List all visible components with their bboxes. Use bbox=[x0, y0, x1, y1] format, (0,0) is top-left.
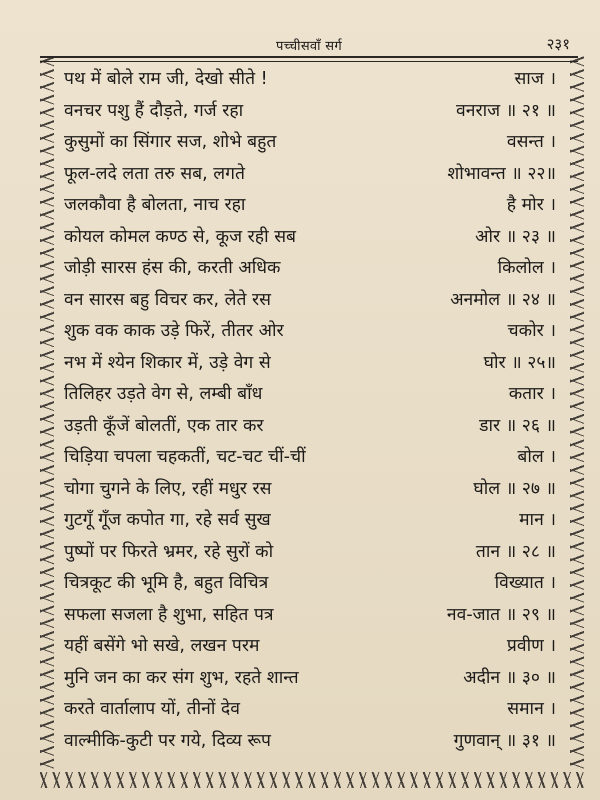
verse-line-ending: प्रवीण । bbox=[506, 636, 556, 656]
verse-line bbox=[64, 694, 556, 726]
verse-line-ending: अनमोल ॥ २४ ॥ bbox=[450, 289, 556, 310]
verse-line bbox=[64, 474, 556, 506]
verse-line-ending: घोल ॥ २७ ॥ bbox=[473, 478, 556, 499]
verse-line bbox=[64, 568, 556, 600]
verse-line-text: कोयल कोमल कण्ठ से, कूज रही सब bbox=[64, 226, 297, 247]
verse-line bbox=[64, 190, 556, 222]
verse-line bbox=[64, 537, 556, 569]
verse-line-ending: गुणवान् ॥ ३१ ॥ bbox=[453, 730, 556, 751]
verse-line-text: करते वार्तालाप यों, तीनों देव bbox=[64, 699, 240, 719]
verse-line-text: पुष्पों पर फिरते भ्रमर, रहे सुरों को bbox=[64, 541, 274, 562]
verse-line-ending: वसन्त । bbox=[506, 132, 556, 152]
verse-line-text: उड़ती कूँजें बोलतीं, एक तार कर bbox=[64, 415, 264, 436]
verse-line-ending: नव-जात ॥ २९ ॥ bbox=[446, 604, 556, 625]
verse-line bbox=[64, 631, 556, 663]
header-rule bbox=[40, 56, 578, 62]
verse-line-ending: किलोल । bbox=[497, 258, 556, 278]
verse-line bbox=[64, 442, 556, 474]
verse-line bbox=[64, 222, 556, 254]
verse-line bbox=[64, 285, 556, 317]
verse-line-text: गुटगूँ गूँज कपोत गा, रहे सर्व सुख bbox=[64, 510, 271, 530]
verse-line-ending: डार ॥ २६ ॥ bbox=[479, 415, 556, 436]
verse-line-ending: घोर ॥ २५॥ bbox=[483, 352, 556, 373]
verse-line-ending: मान । bbox=[519, 510, 556, 530]
verse-line-text: शुक वक काक उड़े फिरें, तीतर ओर bbox=[64, 321, 284, 341]
page-header bbox=[40, 32, 578, 58]
verse-line bbox=[64, 411, 556, 443]
verse-line bbox=[64, 64, 556, 96]
verse-line-ending: अदीन ॥ ३० ॥ bbox=[463, 667, 556, 688]
verse-line-ending: है मोर । bbox=[506, 195, 556, 215]
verse-block bbox=[64, 64, 556, 757]
ornamental-border-bottom bbox=[40, 772, 584, 788]
verse-line-text: वन सारस बहु विचर कर, लेते रस bbox=[64, 289, 271, 310]
verse-line-ending: बोल । bbox=[517, 447, 556, 467]
verse-line-text: वनचर पशु हैं दौड़ते, गर्ज रहा bbox=[64, 100, 244, 121]
verse-line bbox=[64, 379, 556, 411]
verse-line-ending: कतार । bbox=[508, 384, 556, 404]
verse-line-text: मुनि जन का कर संग शुभ, रहते शान्त bbox=[64, 667, 299, 688]
verse-line-text: चिड़िया चपला चहकतीं, चट-चट चीं-चीं bbox=[64, 447, 306, 467]
verse-line-text: चोगा चुगने के लिए, रहीं मधुर रस bbox=[64, 478, 272, 499]
verse-line-ending: तान ॥ २८ ॥ bbox=[475, 541, 556, 562]
verse-line bbox=[64, 505, 556, 537]
page-number: २३१ bbox=[546, 35, 570, 53]
verse-line-text: यहीं बसेंगे भो सखे, लखन परम bbox=[64, 636, 260, 656]
verse-line-text: पथ में बोले राम जी, देखो सीते ! bbox=[64, 69, 268, 89]
verse-line bbox=[64, 253, 556, 285]
verse-line bbox=[64, 159, 556, 191]
verse-line-ending: साज । bbox=[514, 69, 556, 89]
verse-line bbox=[64, 348, 556, 380]
verse-line bbox=[64, 663, 556, 695]
verse-line-text: चित्रकूट की भूमि है, बहुत विचित्र bbox=[64, 573, 269, 593]
verse-line-text: वाल्मीकि-कुटी पर गये, दिव्य रूप bbox=[64, 730, 271, 751]
verse-line-text: सफला सजला है शुभा, सहित पत्र bbox=[64, 604, 274, 625]
verse-line-ending: ओर ॥ २३ ॥ bbox=[475, 226, 556, 247]
ornamental-border-left bbox=[40, 56, 54, 770]
verse-line bbox=[64, 316, 556, 348]
verse-line-text: जोड़ी सारस हंस की, करती अधिक bbox=[64, 258, 281, 278]
verse-line-ending: चकोर । bbox=[507, 321, 556, 341]
verse-line-text: जलकौवा है बोलता, नाच रहा bbox=[64, 195, 246, 215]
chapter-title: पच्चीसवाँ सर्ग bbox=[276, 39, 342, 54]
verse-line-text: तिलिहर उड़ते वेग से, लम्बी बाँध bbox=[64, 384, 263, 404]
verse-line-text: नभ में श्येन शिकार में, उड़े वेग से bbox=[64, 352, 271, 373]
verse-line-ending: विख्यात । bbox=[494, 573, 556, 593]
verse-line-ending: समान । bbox=[507, 699, 556, 719]
verse-line bbox=[64, 600, 556, 632]
verse-line-ending: शोभावन्त ॥ २२॥ bbox=[447, 163, 556, 184]
verse-line bbox=[64, 726, 556, 758]
ornamental-border-right bbox=[570, 56, 584, 770]
verse-line bbox=[64, 127, 556, 159]
verse-line bbox=[64, 96, 556, 128]
verse-line-text: कुसुमों का सिंगार सज, शोभे बहुत bbox=[64, 132, 277, 152]
verse-line-text: फूल-लदे लता तरु सब, लगते bbox=[64, 163, 245, 184]
verse-line-ending: वनराज ॥ २१ ॥ bbox=[456, 100, 556, 121]
